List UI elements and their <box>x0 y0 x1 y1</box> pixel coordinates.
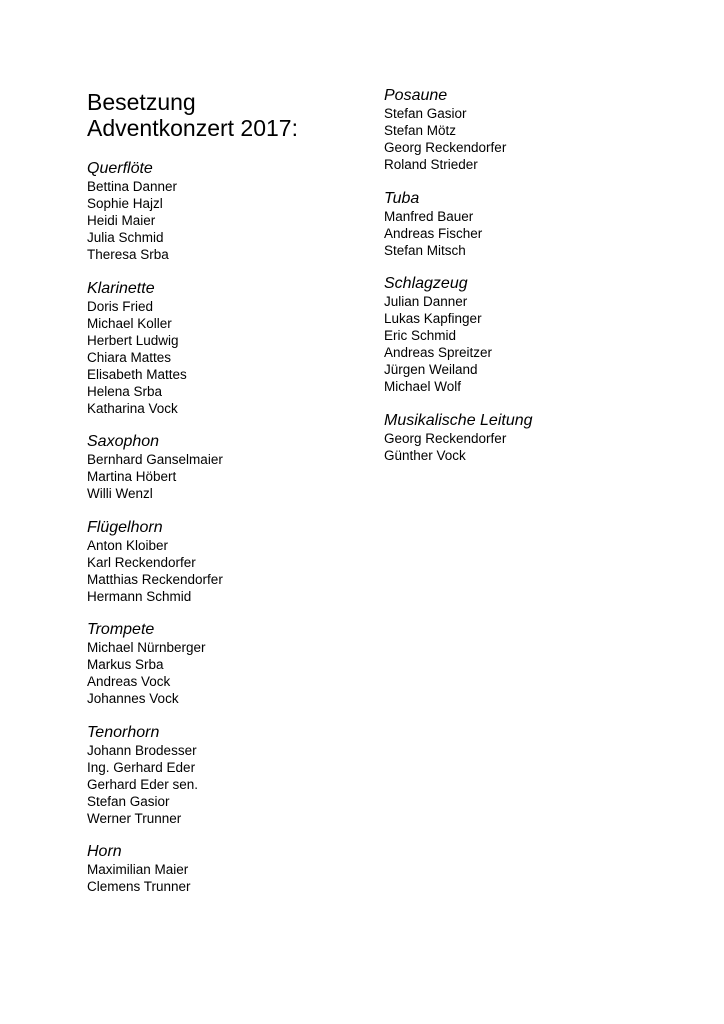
member-name: Eric Schmid <box>384 328 457 343</box>
member-name: Stefan Gasior <box>384 106 467 121</box>
member-name: Jürgen Weiland <box>384 362 478 377</box>
member-name: Maximilian Maier <box>87 862 189 877</box>
section-klarinette <box>87 280 387 417</box>
member-name: Andreas Fischer <box>384 225 483 241</box>
section-tuba <box>384 190 684 259</box>
section-tenorhorn <box>87 724 387 827</box>
member-name: Michael Koller <box>87 315 172 331</box>
member-name: Johann Brodesser <box>87 742 197 758</box>
member-name: Manfred Bauer <box>384 208 474 224</box>
member-list <box>87 298 387 417</box>
member-name: Helena Srba <box>87 383 163 399</box>
member-name: Michael Wolf <box>384 379 462 394</box>
member-name: Stefan Mötz <box>384 123 457 138</box>
member-name: Michael Nürnberger <box>87 640 206 655</box>
member-list <box>87 451 387 502</box>
member-list <box>87 861 387 895</box>
section-heading: Horn <box>87 843 122 860</box>
member-name: Hermann Schmid <box>87 588 192 604</box>
member-name: Julian Danner <box>384 294 468 309</box>
member-name: Willi Wenzl <box>87 486 153 501</box>
section-heading: Querflöte <box>87 160 153 177</box>
section-heading: Posaune <box>384 87 448 104</box>
member-name: Ing. Gerhard Eder <box>87 759 196 775</box>
section-heading: Tenorhorn <box>87 723 160 741</box>
right-column <box>384 87 684 480</box>
member-name: Bettina Danner <box>87 179 178 194</box>
section-fluegelhorn <box>87 519 387 605</box>
member-name: Heidi Maier <box>87 213 156 228</box>
section-heading: Musikalische Leitung <box>384 411 533 429</box>
member-name: Günther Vock <box>384 447 466 463</box>
member-list <box>87 639 387 707</box>
section-schlagzeug <box>384 275 684 395</box>
member-name: Markus Srba <box>87 657 164 672</box>
member-list <box>384 208 684 259</box>
section-querfloete <box>87 160 387 263</box>
member-name: Georg Reckendorfer <box>384 140 507 155</box>
title-line-2: Adventkonzert 2017: <box>87 115 298 141</box>
section-saxophon <box>87 433 387 502</box>
member-name: Andreas Spreitzer <box>384 345 493 360</box>
member-name: Elisabeth Mattes <box>87 366 187 382</box>
member-name: Roland Strieder <box>384 157 478 172</box>
section-heading: Klarinette <box>87 279 155 297</box>
member-list <box>384 105 684 173</box>
member-name: Clemens Trunner <box>87 879 191 894</box>
member-name: Andreas Vock <box>87 674 171 689</box>
member-name: Herbert Ludwig <box>87 332 179 348</box>
left-column <box>87 160 387 912</box>
member-name: Bernhard Ganselmaier <box>87 452 223 467</box>
member-list <box>87 742 387 827</box>
section-heading: Trompete <box>87 621 155 638</box>
section-musikalische-leitung <box>384 412 684 464</box>
member-list <box>87 537 387 605</box>
member-name: Stefan Mitsch <box>384 242 466 258</box>
member-name: Lukas Kapfinger <box>384 311 482 326</box>
section-posaune <box>384 87 684 173</box>
member-name: Stefan Gasior <box>87 793 170 809</box>
member-name: Doris Fried <box>87 298 154 314</box>
member-name: Karl Reckendorfer <box>87 554 196 570</box>
member-name: Martina Höbert <box>87 469 177 484</box>
member-name: Matthias Reckendorfer <box>87 571 223 587</box>
member-list <box>87 178 387 263</box>
member-list <box>384 430 684 464</box>
member-list <box>384 293 684 395</box>
member-name: Sophie Hajzl <box>87 196 163 211</box>
member-name: Katharina Vock <box>87 400 178 416</box>
page-title <box>87 89 298 141</box>
member-name: Werner Trunner <box>87 810 182 826</box>
member-name: Gerhard Eder sen. <box>87 776 199 792</box>
section-horn <box>87 843 387 895</box>
member-name: Chiara Mattes <box>87 349 172 365</box>
section-trompete <box>87 621 387 707</box>
section-heading: Schlagzeug <box>384 275 468 292</box>
section-heading: Flügelhorn <box>87 518 163 536</box>
member-name: Julia Schmid <box>87 230 164 245</box>
member-name: Johannes Vock <box>87 691 179 706</box>
section-heading: Saxophon <box>87 433 160 450</box>
member-name: Anton Kloiber <box>87 537 169 553</box>
section-heading: Tuba <box>384 189 420 207</box>
member-name: Theresa Srba <box>87 247 169 262</box>
title-line-1: Besetzung <box>87 89 196 115</box>
member-name: Georg Reckendorfer <box>384 430 507 446</box>
